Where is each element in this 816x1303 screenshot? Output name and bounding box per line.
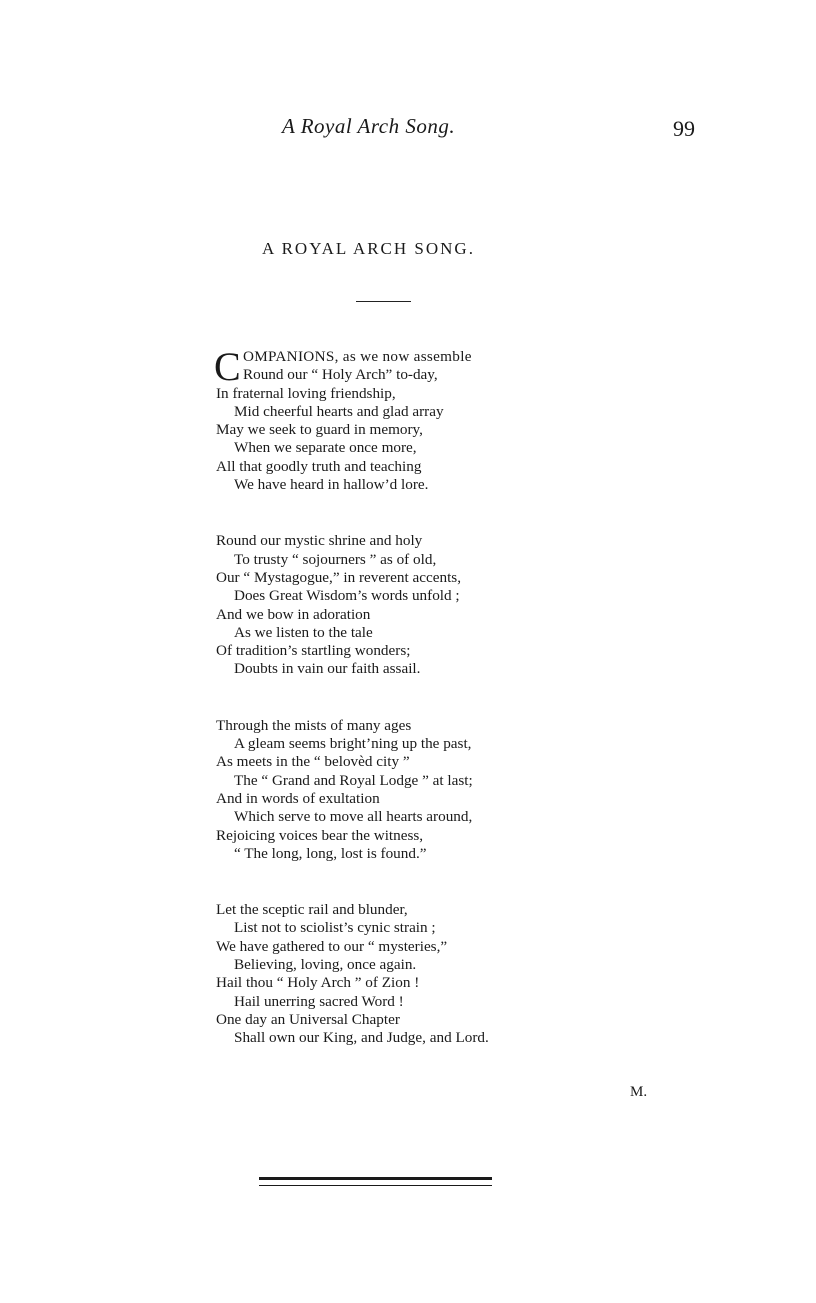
end-rule-thick — [259, 1177, 492, 1180]
stanza-4 — [216, 901, 616, 1047]
poem-line: All that goodly truth and teaching — [216, 457, 422, 475]
poem-line: Which serve to move all hearts around, — [234, 808, 473, 826]
poem-line: As meets in the “ belovèd city ” — [216, 753, 410, 771]
poem-line: When we separate once more, — [234, 439, 417, 457]
page-number: 99 — [673, 116, 695, 141]
poem-line: Believing, loving, once again. — [234, 956, 417, 974]
title-rule — [356, 301, 411, 302]
end-rule-thin — [259, 1185, 492, 1186]
poem-line: Round our mystic shrine and holy — [216, 532, 423, 550]
first-line-text: OMPANIONS, as we now assemble — [242, 348, 472, 365]
poem-line: Shall own our King, and Judge, and Lord. — [234, 1029, 489, 1047]
running-head: A Royal Arch Song. — [282, 114, 456, 138]
poem-line: May we seek to guard in memory, — [216, 421, 423, 439]
stanza-1 — [214, 344, 616, 494]
poem-line: Rejoicing voices bear the witness, — [216, 826, 424, 844]
drop-cap: C — [214, 344, 241, 389]
poem-title: A ROYAL ARCH SONG. — [262, 239, 475, 258]
poem-line: Mid cheerful hearts and glad array — [234, 402, 444, 420]
poem-line: Through the mists of many ages — [216, 716, 412, 734]
poem-line: The “ Grand and Royal Lodge ” at last; — [234, 771, 473, 789]
poem-line: “ The long, long, lost is found.” — [234, 844, 427, 862]
poem-line: Of tradition’s startling wonders; — [216, 642, 411, 660]
poem-line: Our “ Mystagogue,” in reverent accents, — [216, 568, 462, 586]
stanza-2 — [216, 532, 616, 678]
poem-line: In fraternal loving friendship, — [216, 384, 396, 402]
poem-body — [214, 344, 616, 1086]
poem-line: Does Great Wisdom’s words unfold ; — [234, 587, 460, 605]
poem-line: Let the sceptic rail and blunder, — [216, 901, 408, 919]
stanza-3 — [216, 717, 616, 863]
author-signature: M. — [630, 1084, 648, 1100]
poem-line: We have heard in hallow’d lore. — [234, 476, 429, 494]
poem-line: Hail thou “ Holy Arch ” of Zion ! — [216, 974, 420, 992]
poem-line: As we listen to the tale — [234, 623, 373, 641]
poem-line: Doubts in vain our faith assail. — [234, 660, 421, 678]
poem-line: To trusty “ sojourners ” as of old, — [234, 550, 437, 568]
poem-line: We have gathered to our “ mysteries,” — [216, 937, 448, 955]
poem-line: Hail unerring sacred Word ! — [234, 992, 404, 1010]
poem-line: And we bow in adoration — [216, 605, 371, 623]
poem-line: List not to sciolist’s cynic strain ; — [234, 919, 436, 937]
poem-line: A gleam seems bright’ning up the past, — [234, 735, 472, 753]
poem-line: Round our “ Holy Arch” to-day, — [242, 366, 438, 384]
poem-line: One day an Universal Chapter — [216, 1010, 400, 1028]
poem-line: And in words of exultation — [216, 789, 380, 807]
